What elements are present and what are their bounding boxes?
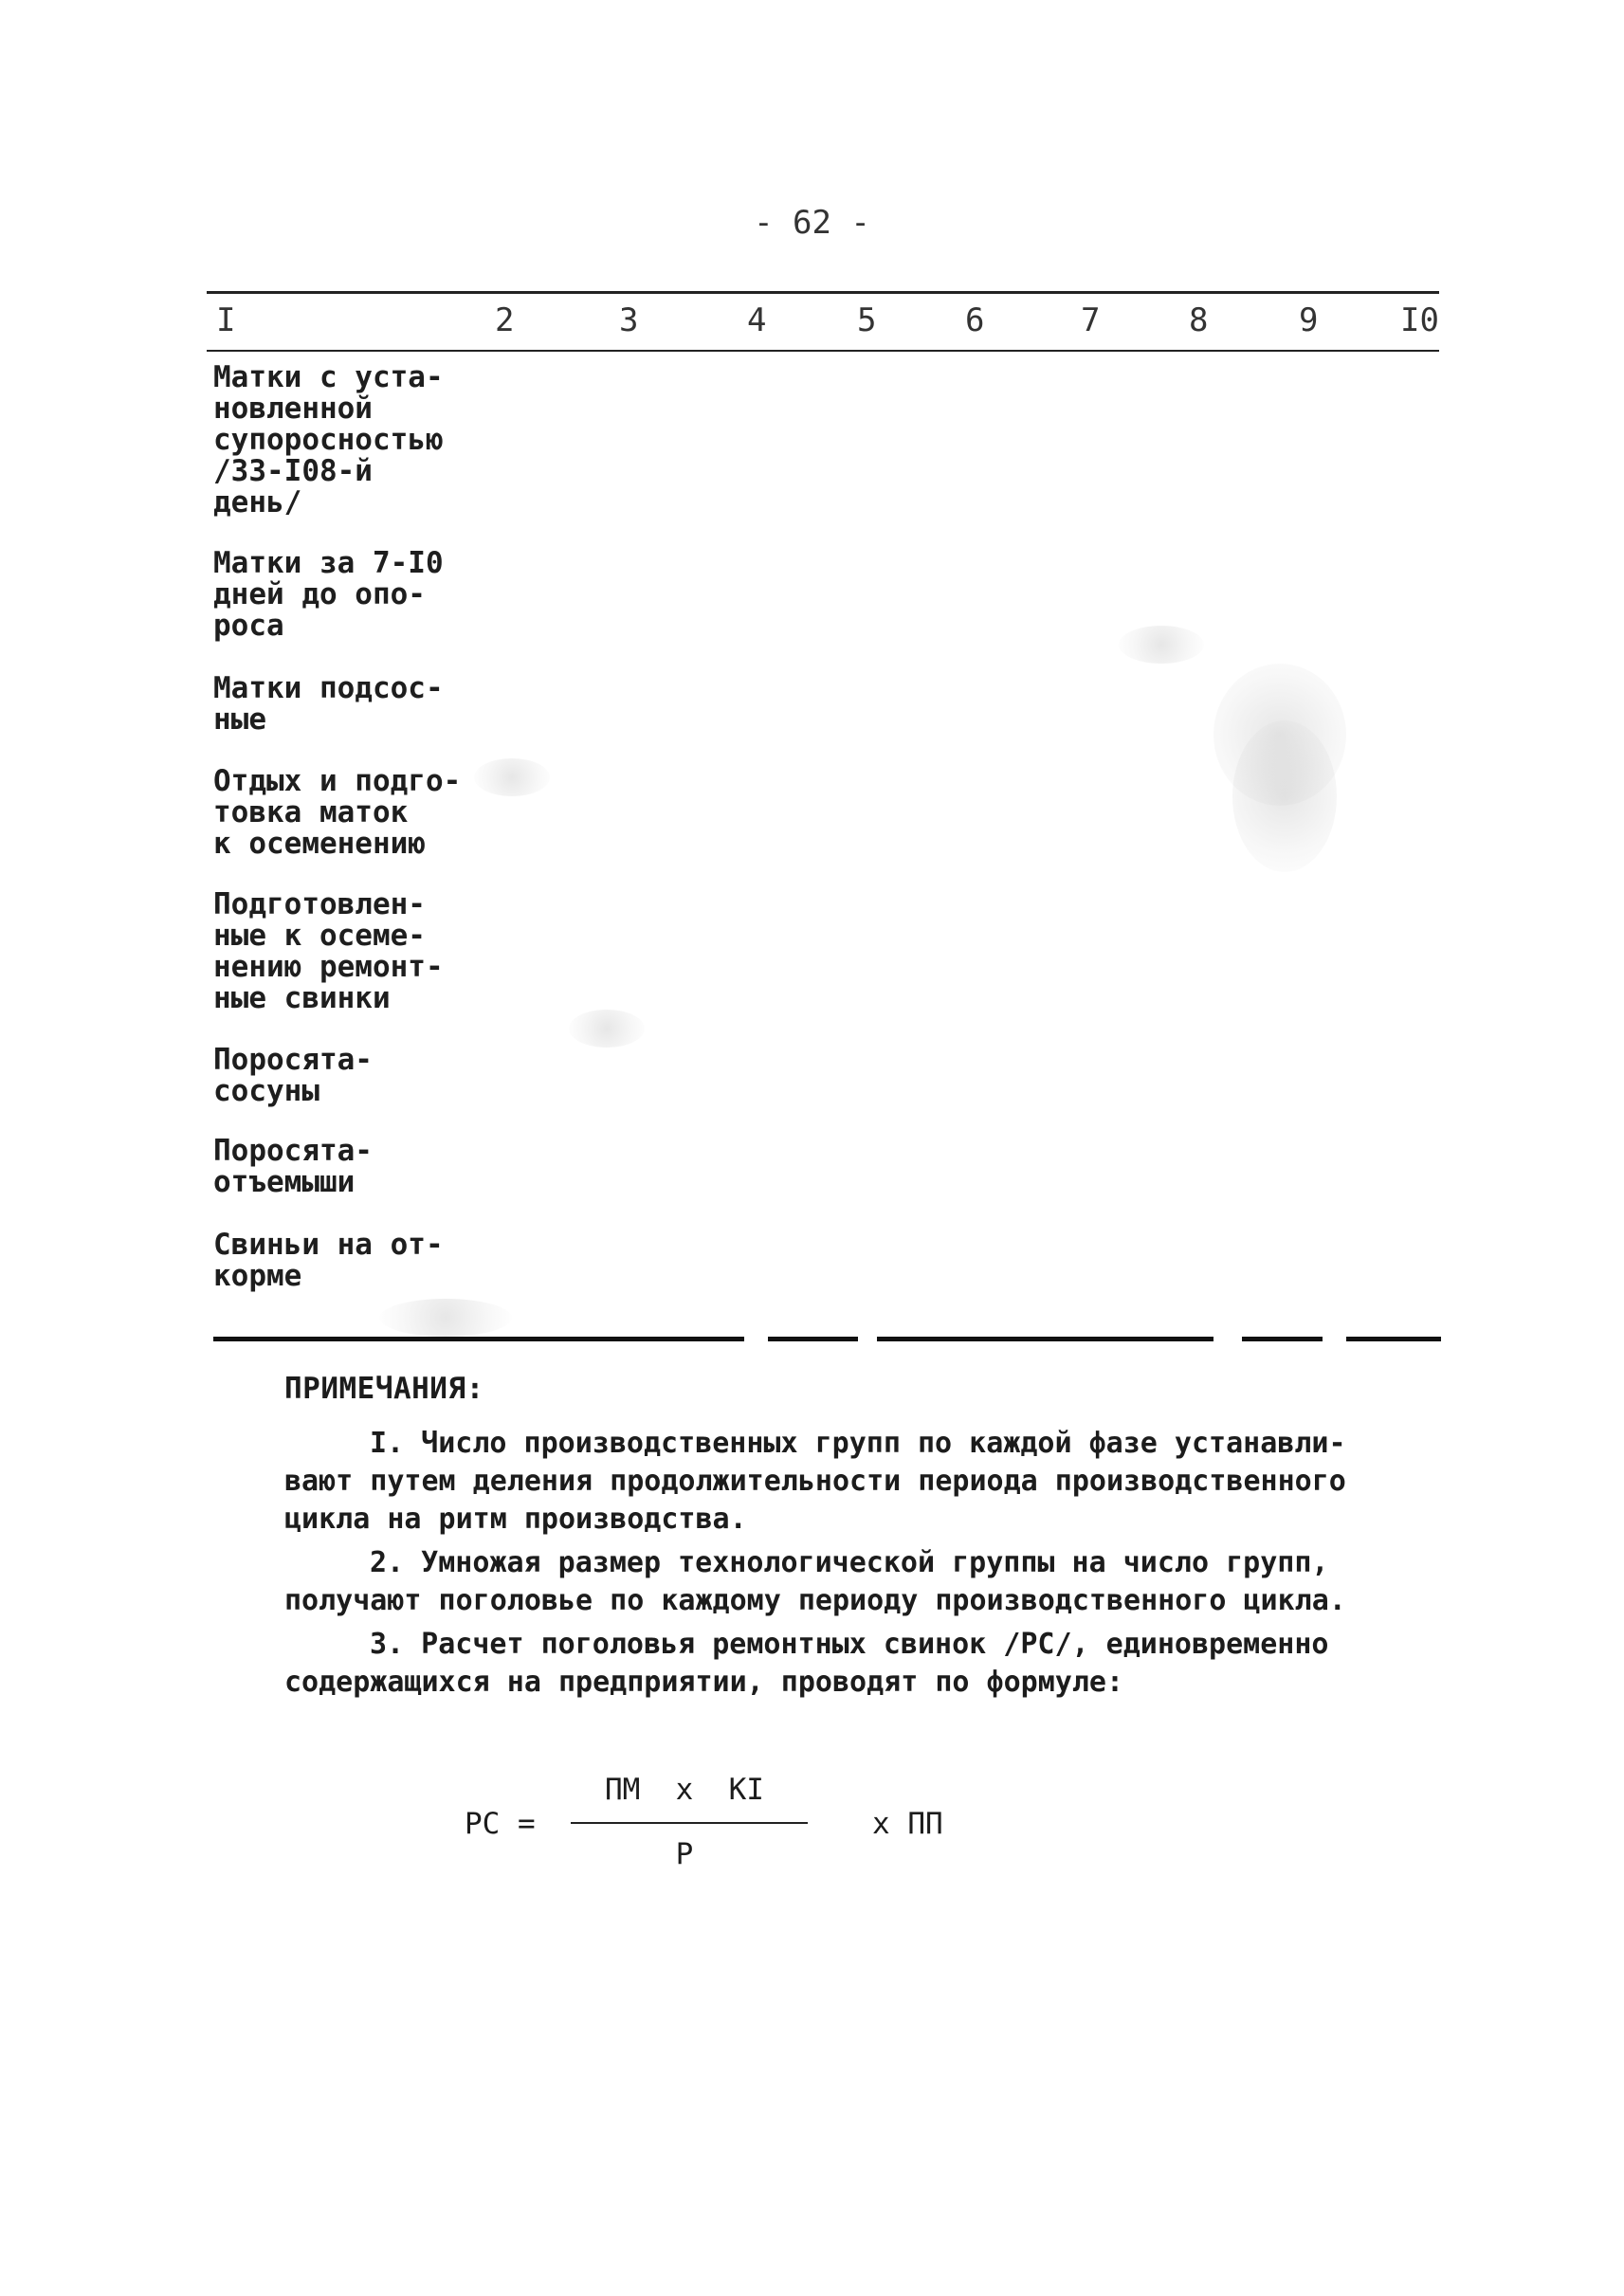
- table-row-label: Матки с уста- новленной супоросностью /33-I08-й день/: [213, 360, 444, 519]
- note-line: 2. Умножая размер технологической группы на число групп,: [370, 1546, 1329, 1579]
- scan-speckle: [569, 1010, 645, 1048]
- note-line: I. Число производственных групп по каждой фазе устанавли-: [370, 1427, 1346, 1460]
- column-header: 8: [1189, 301, 1209, 339]
- scan-speckle: [1232, 720, 1337, 872]
- rule-segment: [1242, 1337, 1323, 1341]
- notes-section: [284, 1370, 1441, 1707]
- table-bottom-rule: [213, 1337, 1441, 1341]
- table-row-label: Матки подсос- ные: [213, 671, 444, 737]
- column-header: 5: [857, 301, 877, 339]
- table-row-label: Матки за 7-I0 дней до опо- роса: [213, 546, 444, 643]
- note-line: 3. Расчет поголовья ремонтных свинок /РС/, единовременно: [370, 1628, 1329, 1661]
- scan-speckle: [474, 758, 550, 796]
- table-row-label: Поросята- отъемыши: [213, 1134, 373, 1199]
- column-header: I0: [1400, 301, 1439, 339]
- column-header: 9: [1299, 301, 1319, 339]
- column-header: 3: [619, 301, 639, 339]
- scan-speckle: [1119, 626, 1204, 664]
- table-row-label: Подготовлен- ные к осеме- нению ремонт- ные свинки: [213, 887, 444, 1015]
- formula-numerator: ПМ х КI: [605, 1773, 764, 1807]
- rule-segment: [768, 1337, 858, 1341]
- table-row-label: Свиньи на от- корме: [213, 1228, 444, 1293]
- column-header: 2: [495, 301, 515, 339]
- column-header: I: [216, 301, 236, 339]
- table-top-rule: [207, 291, 1439, 294]
- note-line: содержащихся на предприятии, проводят по формуле:: [284, 1666, 1124, 1699]
- note-line: получают поголовье по каждому периоду производственного цикла.: [284, 1584, 1346, 1617]
- column-header: 4: [747, 301, 767, 339]
- column-header: 7: [1081, 301, 1101, 339]
- column-header: 6: [965, 301, 985, 339]
- page-number: - 62 -: [754, 204, 870, 242]
- formula-lhs: РС =: [465, 1807, 536, 1841]
- scan-speckle: [379, 1299, 512, 1337]
- formula-denominator: Р: [675, 1837, 694, 1871]
- note-line: вают путем деления продолжительности периода производственного: [284, 1465, 1346, 1498]
- table-row-label: Отдых и подго- товка маток к осеменению: [213, 764, 462, 861]
- table-column-headers: [0, 301, 1624, 344]
- note-paragraph-2: [284, 1544, 1441, 1620]
- note-line: цикла на ритм производства.: [284, 1503, 747, 1536]
- fraction-bar: [571, 1822, 808, 1824]
- formula: [465, 1773, 995, 1877]
- note-paragraph-1: [284, 1425, 1441, 1539]
- note-paragraph-3: [284, 1626, 1441, 1702]
- rule-segment: [213, 1337, 744, 1341]
- table-row-label: Поросята- сосуны: [213, 1043, 373, 1108]
- rule-segment: [1346, 1337, 1441, 1341]
- rule-segment: [877, 1337, 1213, 1341]
- table-header-rule: [207, 350, 1439, 352]
- formula-multiplier: х ПП: [872, 1807, 943, 1841]
- notes-title: ПРИМЕЧАНИЯ:: [284, 1372, 484, 1406]
